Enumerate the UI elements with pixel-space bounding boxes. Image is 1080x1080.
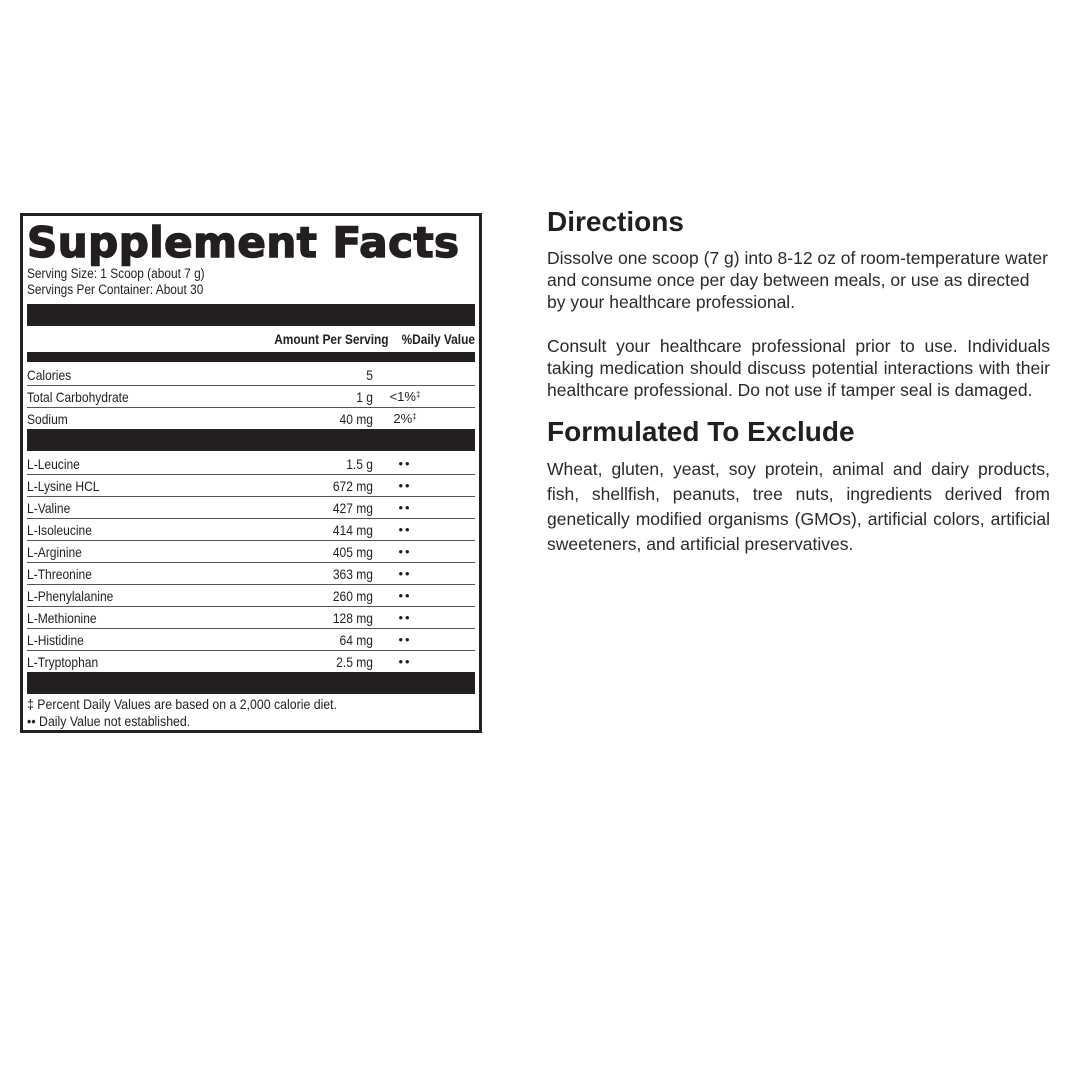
divider-bar: [27, 304, 475, 326]
directions-paragraph: Dissolve one scoop (7 g) into 8-12 oz of room-temperature water and consume once per day between meals, or use as directed by your healthcare professional.: [547, 248, 1048, 312]
amino-row: L-Methionine 128 mg ••: [27, 607, 475, 629]
nutrient-row-sodium: Sodium 40 mg 2%‡: [27, 410, 417, 427]
amount-per-serving-header: Amount Per Serving: [274, 331, 389, 347]
nutrient-row-carbohydrate: Total Carbohydrate 1 g <1%‡: [27, 386, 475, 408]
supplement-facts-panel: [20, 213, 482, 733]
footnote-not-established: •• Daily Value not established.: [27, 713, 191, 729]
amino-acid-list: [27, 453, 475, 672]
footnote-daily-values: ‡ Percent Daily Values are based on a 2,000 calorie diet.: [27, 696, 338, 712]
divider-bar: [27, 352, 475, 362]
supplement-facts-title: Supplement Facts: [27, 218, 460, 267]
amino-row: L-Threonine 363 mg ••: [27, 563, 475, 585]
servings-per-container: Servings Per Container: About 30: [27, 282, 204, 297]
nutrient-row-calories: Calories 5: [27, 364, 475, 386]
warning-paragraph: Consult your healthcare professional prior to use. Individuals taking medication should discuss potential interactions with their healthcare professional. Do not use if tamper seal is damaged.: [547, 336, 1050, 400]
nutrient-list: [27, 364, 475, 429]
amino-row: L-Phenylalanine 260 mg ••: [27, 585, 475, 607]
column-headers: [27, 326, 475, 352]
amino-row: L-Isoleucine 414 mg ••: [27, 519, 475, 541]
amino-row: L-Tryptophan 2.5 mg ••: [27, 653, 412, 670]
divider-bar: [27, 672, 475, 694]
footnotes: [27, 694, 475, 730]
amino-row: L-Valine 427 mg ••: [27, 497, 475, 519]
serving-size: Serving Size: 1 Scoop (about 7 g): [27, 266, 205, 281]
info-column: [547, 205, 1050, 557]
amino-row: L-Histidine 64 mg ••: [27, 629, 475, 651]
amino-row: L-Lysine HCL 672 mg ••: [27, 475, 475, 497]
daily-value-header: %Daily Value: [401, 331, 475, 347]
amino-row: L-Arginine 405 mg ••: [27, 541, 475, 563]
amino-row: L-Leucine 1.5 g ••: [27, 453, 475, 475]
exclude-heading: Formulated To Exclude: [547, 416, 855, 447]
divider-bar: [27, 429, 475, 451]
exclude-paragraph: Wheat, gluten, yeast, soy protein, animal and dairy products, fish, shellfish, peanuts, tree nuts, ingredients derived from genetically modified organisms (GMOs), artificial colors, artificial sweeteners, and artificial preservatives.: [547, 459, 1050, 554]
directions-heading: Directions: [547, 206, 684, 237]
